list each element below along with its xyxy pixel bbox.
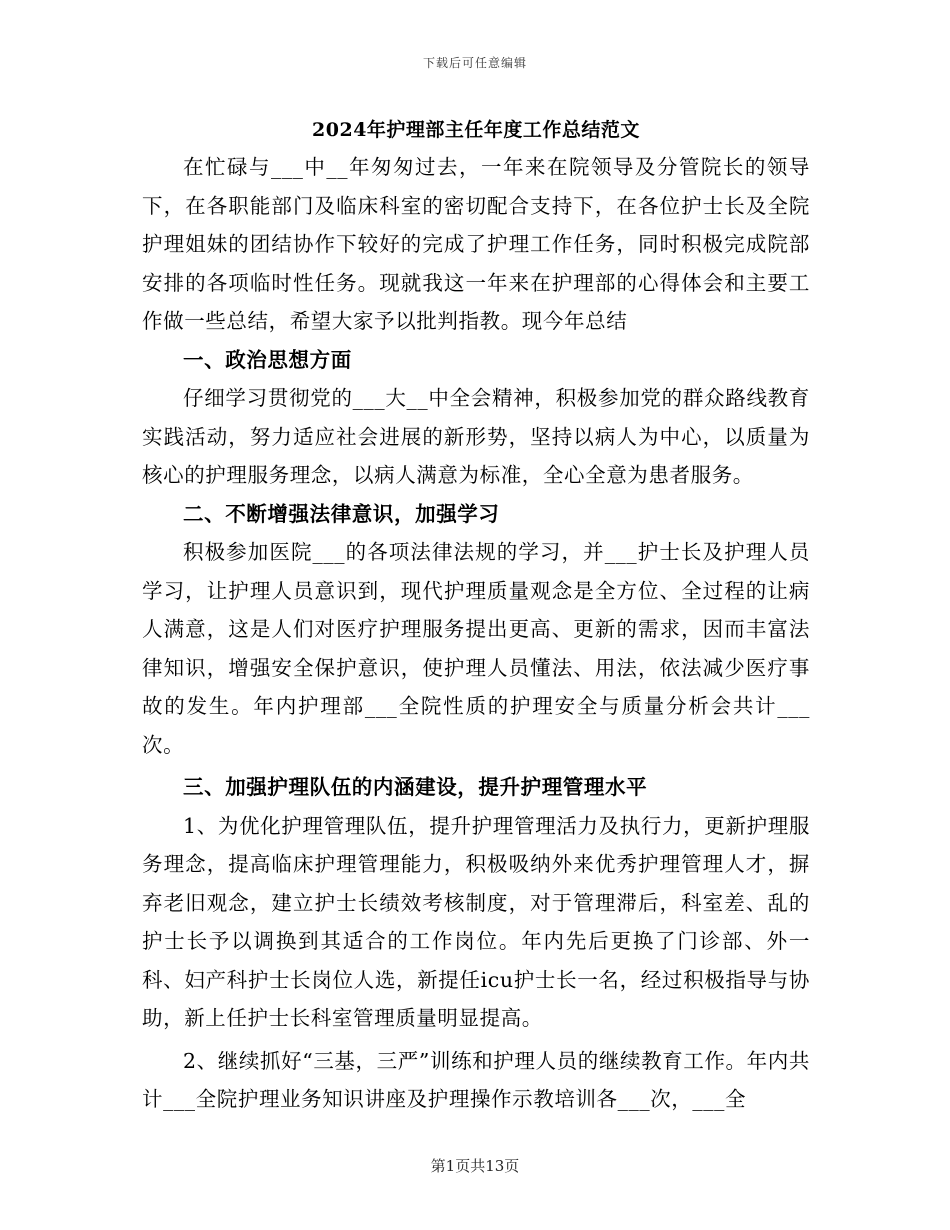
section-item-1: 1、为优化护理管理队伍，提升护理管理活力及执行力，更新护理服务理念，提高临床护理管理能力，积极吸纳外来优秀护理管理人才，摒弃老旧观念，建立护士长绩效考核制度，对于管理滞后，科室差、乱的护士长予以调换到其适合的工作岗位。年内先后更换了门诊部、外一科、妇产科护士长岗位人选，新提任icu护士长一名，经过积极指导与协助，新上任护士长科室管理质量明显提高。 [142,813,810,1030]
document-title: 2024年护理部主任年度工作总结范文 [312,119,640,141]
section-item-2: 2、继续抓好“三基，三严”训练和护理人员的继续教育工作。年内共计___全院护理业务知识讲座及护理操作示教培训各___次，___全 [142,1048,810,1111]
section-body-law: 积极参加医院___的各项法律法规的学习，并___护士长及护理人员学习，让护理人员意识到，现代护理质量观念是全方位、全过程的让病人满意，这是人们对医疗护理服务提出更高、更新的需求，因而丰富法律知识，增强安全保护意识，使护理人员懂法、用法，依法减少医疗事故的发生。年内护理部___全院性质的护理安全与质量分析会共计___次。 [142,540,810,757]
intro-paragraph: 在忙碌与___中__年匆匆过去，一年来在院领导及分管院长的领导下，在各职能部门及临床科室的密切配合支持下，在各位护士长及全院护理姐妹的团结协作下较好的完成了护理工作任务，同时积极完成院部安排的各项临时性任务。现就我这一年来在护理部的心得体会和主要工作做一些总结，希望大家予以批判指教。现今年总结 [142,155,810,333]
section-body-politics: 仔细学习贯彻党的___大__中全会精神，积极参加党的群众路线教育实践活动，努力适应社会进展的新形势，坚持以病人为中心，以质量为核心的护理服务理念，以病人满意为标准，全心全意为患者服务。 [142,386,810,487]
section-heading-team: 三、加强护理队伍的内涵建设，提升护理管理水平 [183,775,648,799]
section-heading-law: 二、不断增强法律意识，加强学习 [183,501,500,526]
header-note: 下载后可任意编辑 [422,56,527,70]
section-heading-politics: 一、政治思想方面 [183,347,352,372]
page-footer: 第1页共13页 [430,1157,520,1175]
document-body [142,112,810,1119]
